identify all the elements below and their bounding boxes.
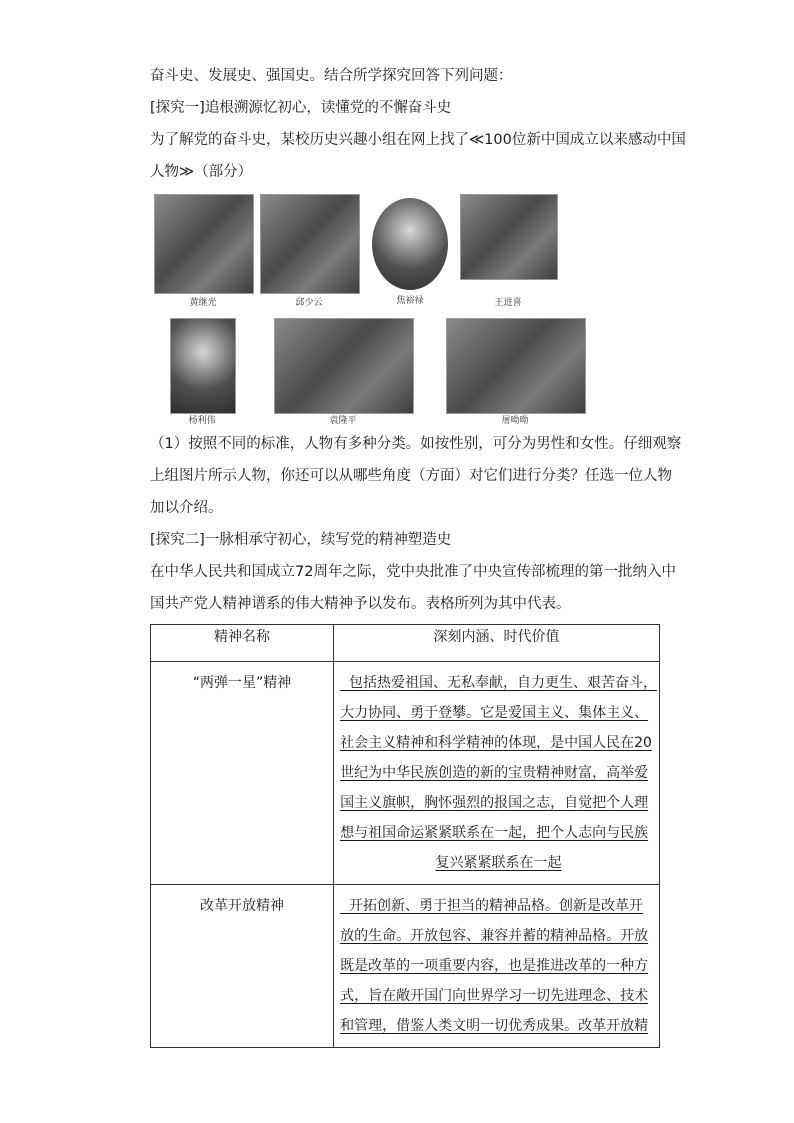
content-line: 式，旨在敞开国门向世界学习一切先进理念、技术: [340, 988, 649, 1004]
content-line: 放的生命。开放包容、兼容并蓄的精神品格。开放: [340, 928, 649, 944]
question-line3: 加以介绍。: [150, 500, 223, 516]
content-line: 和管理，借鉴人类文明一切优秀成果。改革开放精: [340, 1018, 649, 1034]
photo-image: [260, 194, 360, 294]
photo-caption: 王进喜: [494, 298, 522, 308]
photo-7: [446, 318, 584, 426]
table-header-name: 精神名称: [151, 625, 334, 662]
photo-grid: [150, 194, 660, 424]
spirit-name: “两弹一星”精神: [151, 662, 334, 885]
question-line1: （1）按照不同的标准，人物有多种分类。如按性别，可分为男性和女性。仔细观察: [150, 436, 682, 452]
photo-caption: 袁隆平: [329, 416, 357, 426]
content-line: 世纪为中华民族创造的新的宝贵精神财富，高举爱: [340, 765, 649, 781]
spirit-table: [150, 624, 660, 1048]
photo-image: [446, 318, 586, 414]
photo-image: [460, 194, 558, 280]
photo-caption: 黄继光: [189, 298, 217, 308]
photo-caption: 焦裕禄: [396, 296, 424, 306]
photo-image: [372, 198, 448, 290]
photo-6: [274, 318, 412, 426]
photo-2: [260, 194, 358, 308]
spirit-name: 改革开放精神: [151, 885, 334, 1048]
explore1-title: [探究一]追根溯源忆初心，读懂党的不懈奋斗史: [150, 100, 452, 116]
photo-caption: 杨利伟: [188, 416, 216, 426]
explore2-text-line1: 在中华人民共和国成立72周年之际，党中央批准了中央宣传部梳理的第一批纳入中: [150, 564, 676, 580]
content-line: 社会主义精神和科学精神的体现，是中国人民在20: [340, 735, 652, 751]
table-row: [151, 885, 660, 1048]
content-line: 包括热爱祖国、无私奉献，自力更生、艰苦奋斗，: [340, 675, 657, 691]
content-line: 复兴紧紧联系在一起: [435, 855, 562, 871]
photo-1: [154, 194, 252, 308]
document-page: [150, 60, 686, 1048]
photo-4: [460, 194, 556, 308]
spirit-content: [334, 885, 660, 1048]
photo-image: [170, 318, 236, 414]
photo-image: [154, 194, 254, 294]
explore1-text-line1: 为了解党的奋斗史，某校历史兴趣小组在网上找了≪100位新中国成立以来感动中国: [150, 132, 686, 148]
explore1-text-line2: 人物≫（部分）: [150, 164, 253, 180]
table-row: [151, 662, 660, 885]
content-line: 国主义旗帜，胸怀强烈的报国之志，自觉把个人理: [340, 795, 649, 811]
question-line2: 上组图片所示人物，你还可以从哪些角度（方面）对它们进行分类？任选一位人物: [150, 468, 672, 484]
content-line: 开拓创新、勇于担当的精神品格。创新是改革开: [340, 898, 643, 914]
table-header-content: 深刻内涵、时代价值: [334, 625, 660, 662]
photo-image: [274, 318, 414, 414]
spirit-content: [334, 662, 660, 885]
photo-caption: 邱少云: [295, 298, 323, 308]
explore2-text-line2: 国共产党人精神谱系的伟大精神予以发布。表格所列为其中代表。: [150, 596, 571, 612]
content-line: 大力协同、勇于登攀。它是爱国主义、集体主义、: [340, 705, 649, 721]
intro-line: 奋斗史、发展史、强国史。结合所学探究回答下列问题：: [150, 68, 513, 84]
content-line: 既是改革的一项重要内容，也是推进改革的一种方: [340, 958, 649, 974]
table-header-row: [151, 625, 660, 662]
photo-5: [170, 318, 234, 426]
photo-3: [372, 198, 448, 306]
content-line: 想与祖国命运紧紧联系在一起，把个人志向与民族: [340, 825, 649, 841]
photo-caption: 屠呦呦: [501, 416, 529, 426]
explore2-title: [探究二]一脉相承守初心，续写党的精神塑造史: [150, 532, 452, 548]
